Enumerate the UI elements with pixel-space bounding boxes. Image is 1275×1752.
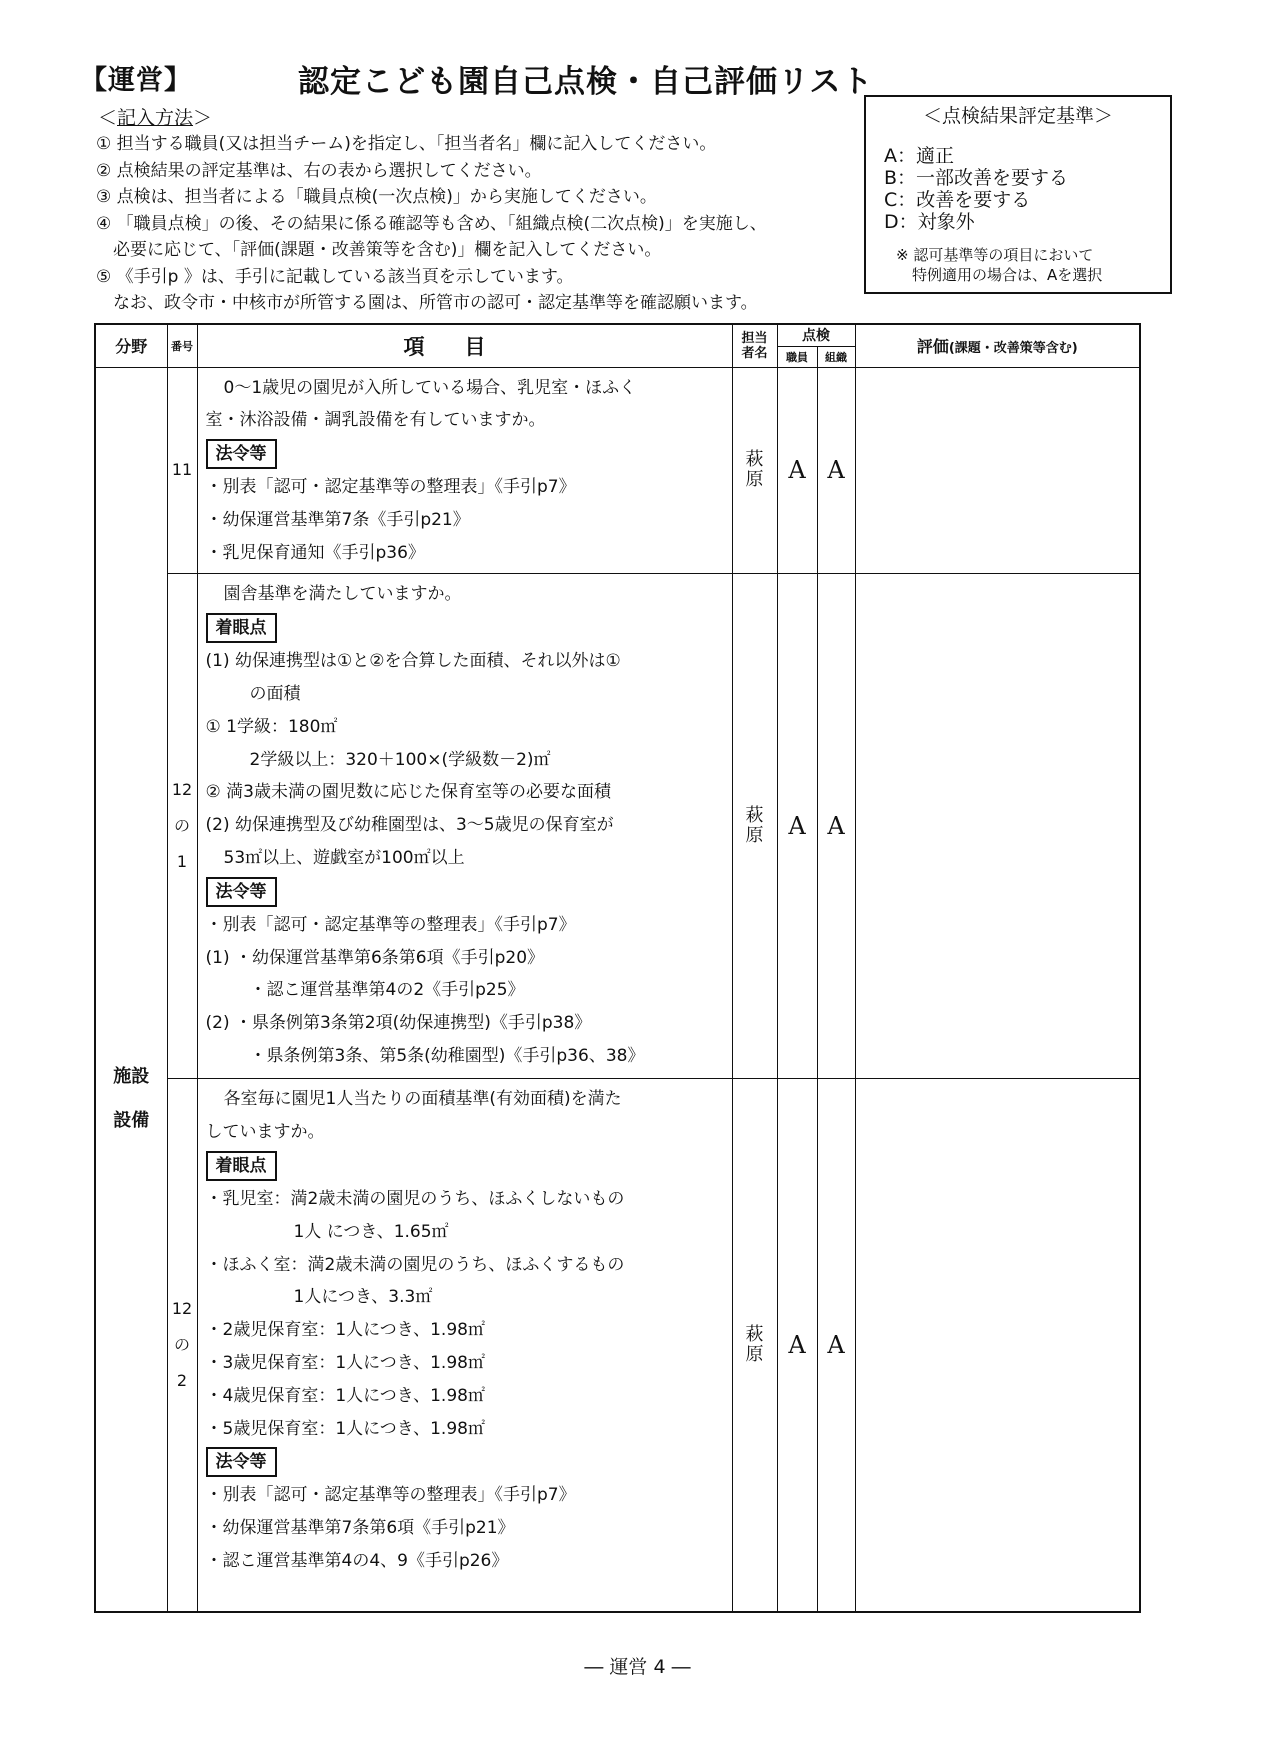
header-field: 分野 (95, 324, 167, 367)
header-org: 組織 (817, 346, 855, 367)
header-evaluation: 評価(課題・改善策等含む) (855, 324, 1140, 367)
header-number: 番号 (167, 324, 197, 367)
table-row (95, 574, 1140, 1079)
org-grade: A (817, 367, 855, 574)
instruction-line: ③ 点検は、担当者による「職員点検(一次点検)」から実施してください。 (96, 187, 657, 207)
number-cell: 12 の 2 (167, 1079, 197, 1612)
header-person: 担当 者名 (732, 324, 777, 367)
law-label: 法令等 (206, 877, 277, 907)
item-cell: 0～1歳児の園児が入所している場合、乳児室・ほふく 室・沐浴設備・調乳設備を有していますか。 法令等 ・別表「認可・認定基準等の整理表」《手引p7》 ・幼保運営基準第7条《手引p21》 ・乳児保育通知《手引p36》 (197, 367, 732, 574)
org-grade: A (817, 574, 855, 1079)
person-cell: 萩 原 (732, 367, 777, 574)
staff-grade: A (777, 574, 817, 1079)
criteria-item: B：一部改善を要する (884, 167, 1069, 189)
criteria-note: ※ 認可基準等の項目において 特例適用の場合は、Aを選択 (896, 246, 1103, 284)
evaluation-cell (855, 574, 1140, 1079)
org-grade: A (817, 1079, 855, 1612)
law-label: 法令等 (206, 1447, 277, 1477)
law-label: 法令等 (206, 439, 277, 469)
instructions-list (96, 131, 816, 317)
instruction-line: ④ 「職員点検」の後、その結果に係る確認等も含め、「組織点検(二次点検)」を実施し、 (96, 213, 767, 234)
checklist-table (94, 323, 1141, 1613)
criteria-item: D：対象外 (884, 211, 975, 233)
item-cell: 園舎基準を満たしていますか。 着眼点 (1) 幼保連携型は①と②を合算した面積、それ以外は① の面積 ① 1学級：180㎡ 2学級以上：320＋100×(学級数－2)㎡ ② 満3歳未満の園児数に応じた保育室等の必要な面積 (2) 幼保連携型及び幼稚園型は、3～5歳児の保育室が 53㎡以上、遊戯室が100㎡以上 法令等 ・別表「認可・認定基準等の整理表」《手引p7》 (1) ・幼保運営基準第6条第6項《手引p20》 ・認こ運営基準第4の2《手引p25》 (2) ・県条例第3条第2項(幼保連携型)《手引p38》 ・県条例第3条、第5条(幼稚園型)《手引p36、38》 (197, 574, 732, 1079)
number-cell: 11 (167, 367, 197, 574)
criteria-item: C：改善を要する (884, 189, 1031, 211)
staff-grade: A (777, 367, 817, 574)
instruction-line: なお、政令市・中核市が所管する園は、所管市の認可・認定基準等を確認願います。 (96, 293, 758, 313)
focus-label: 着眼点 (206, 613, 277, 643)
staff-grade: A (777, 1079, 817, 1612)
person-cell: 萩 原 (732, 574, 777, 1079)
evaluation-cell (855, 367, 1140, 574)
field-cell: 施設 設備 (95, 367, 167, 1612)
instruction-line: ② 点検結果の評定基準は、右の表から選択してください。 (96, 160, 542, 181)
instruction-line: 必要に応じて、「評価(課題・改善策等を含む)」欄を記入してください。 (96, 240, 662, 260)
focus-label: 着眼点 (206, 1151, 277, 1181)
header-check: 点検 (777, 324, 855, 346)
criteria-box (864, 95, 1172, 294)
section-tag: 【運営】 (80, 65, 192, 96)
header-item: 項目 (197, 324, 732, 367)
page-title: 認定こども園自己点検・自己評価リスト (298, 64, 874, 100)
person-cell: 萩 原 (732, 1079, 777, 1612)
page-footer: ― 運営 4 ― (584, 1656, 691, 1678)
item-cell: 各室毎に園児1人当たりの面積基準(有効面積)を満た していますか。 着眼点 ・乳児室：満2歳未満の園児のうち、ほふくしないもの 1人 につき、1.65㎡ ・ほふく室：満2歳未満の園児のうち、ほふくするもの 1人につき、3.3㎡ ・2歳児保育室：1人につき、1.98㎡ ・3歳児保育室：1人につき、1.98㎡ ・4歳児保育室：1人につき、1.98㎡ ・5歳児保育室：1人につき、1.98㎡ 法令等 ・別表「認可・認定基準等の整理表」《手引p7》 ・幼保運営基準第7条第6項《手引p21》 ・認こ運営基準第4の4、9《手引p26》 (197, 1079, 732, 1612)
table-row (95, 367, 1140, 574)
table-row (95, 1079, 1140, 1612)
instruction-line: ① 担当する職員(又は担当チーム)を指定し、「担当者名」欄に記入してください。 (96, 134, 717, 154)
instruction-line: ⑤ 《手引p 》は、手引に記載している該当頁を示しています。 (96, 266, 574, 287)
instructions-heading: ＜記入方法＞ (98, 107, 213, 129)
evaluation-cell (855, 1079, 1140, 1612)
criteria-title: ＜点検結果評定基準＞ (922, 105, 1113, 127)
criteria-list (884, 145, 1068, 233)
criteria-item: A：適正 (884, 145, 954, 167)
number-cell: 12 の 1 (167, 574, 197, 1079)
header-staff: 職員 (777, 346, 817, 367)
